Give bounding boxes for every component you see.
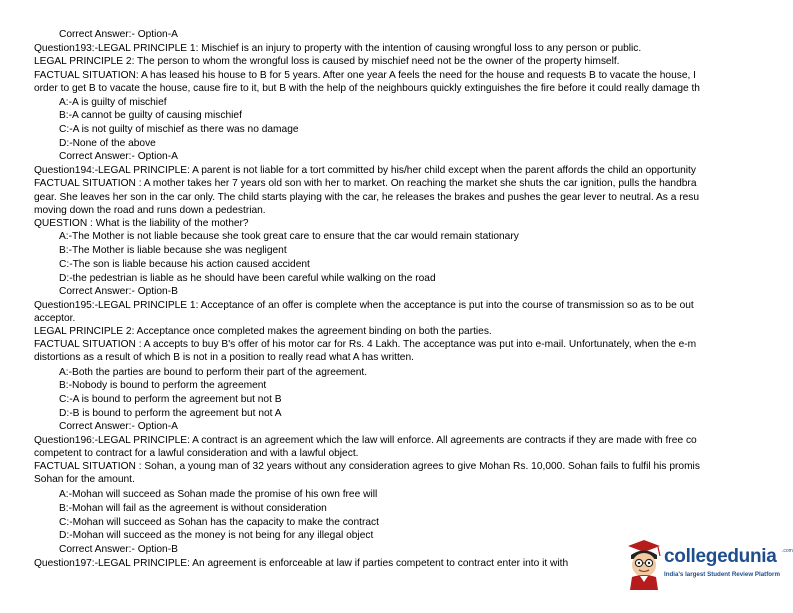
question-194-facts-line-2: gear. She leaves her son in the car only. The child starts playing with the car, he releases the brakes and pushes the gear lever to neutral. As a resu — [34, 192, 700, 203]
correct-answer-192: Correct Answer:- Option-A — [59, 29, 178, 40]
question-195-option-b: B:-Nobody is bound to perform the agreement — [59, 380, 267, 391]
question-193-option-c: C:-A is not guilty of mischief as there was no damage — [59, 124, 299, 135]
question-193-facts-line-1: FACTUAL SITUATION: A has leased his house to B for 5 years. After one year A feels the need for the house and requests B to vacate the house, I — [34, 70, 696, 81]
question-195-option-d: D:-B is bound to perform the agreement but not A — [59, 408, 282, 419]
question-194-question: QUESTION : What is the liability of the mother? — [34, 218, 249, 229]
question-193-option-a: A:-A is guilty of mischief — [59, 97, 167, 108]
question-196-option-b: B:-Mohan will fail as the agreement is without consideration — [59, 503, 327, 514]
question-193-principle-1: Question193:-LEGAL PRINCIPLE 1: Mischief is an injury to property with the intention of causing wrongful loss to any person or public. — [34, 43, 642, 54]
question-196-principle-cont: competent to contract for a lawful consideration and with a lawful object. — [34, 448, 359, 459]
question-196-facts-line-1: FACTUAL SITUATION : Sohan, a young man of 32 years without any consideration agrees to give Mohan Rs. 10,000. Sohan fails to fulfil his promis — [34, 461, 700, 472]
question-194-option-a: A:-The Mother is not liable because she took great care to ensure that the car would remain stationary — [59, 231, 519, 242]
question-194-option-c: C:-The son is liable because his action caused accident — [59, 259, 310, 270]
question-195-option-a: A:-Both the parties are bound to perform their part of the agreement. — [59, 367, 368, 378]
correct-answer-193: Correct Answer:- Option-A — [59, 151, 178, 162]
question-194-facts-line-3: moving down the road and runs down a pedestrian. — [34, 205, 266, 216]
question-196-option-d: D:-Mohan will succeed as the money is not being for any illegal object — [59, 530, 374, 541]
question-193-facts-line-2: order to get B to vacate the house, cause fire to it, but B with the help of the neighbours quickly extinguishes the fire before it could really damage th — [34, 83, 700, 94]
question-195-principle-1: Question195:-LEGAL PRINCIPLE 1: Acceptance of an offer is complete when the acceptance is put into the course of transmission so as to be out — [34, 300, 694, 311]
question-197-principle: Question197:-LEGAL PRINCIPLE: An agreement is enforceable at law if parties competent to contract enter into it with — [34, 558, 569, 569]
question-194-option-b: B:-The Mother is liable because she was negligent — [59, 245, 287, 256]
student-mascot-icon — [622, 540, 666, 590]
question-194-principle: Question194:-LEGAL PRINCIPLE: A parent is not liable for a tort committed by his/her child except when the parent affords the child an opportunity — [34, 165, 696, 176]
question-195-principle-2: LEGAL PRINCIPLE 2: Acceptance once completed makes the agreement binding on both the parties. — [34, 326, 492, 337]
brand-tagline: India's largest Student Review Platform — [664, 571, 780, 578]
brand-name: collegedunia — [664, 546, 777, 567]
question-195-option-c: C:-A is bound to perform the agreement but not B — [59, 394, 282, 405]
question-194-facts-line-1: FACTUAL SITUATION : A mother takes her 7 years old son with her to market. On reaching the market she shuts the car ignition, pulls the handbra — [34, 178, 697, 189]
question-195-principle-1-cont: acceptor. — [34, 313, 76, 324]
correct-answer-195: Correct Answer:- Option-A — [59, 421, 178, 432]
correct-answer-196: Correct Answer:- Option-B — [59, 544, 178, 555]
question-196-facts-line-2: Sohan for the amount. — [34, 474, 135, 485]
question-196-principle: Question196:-LEGAL PRINCIPLE: A contract is an agreement which the law will enforce. All agreements are contracts if they are made with free co — [34, 435, 697, 446]
question-193-option-b: B:-A cannot be guilty of causing mischief — [59, 110, 242, 121]
question-195-facts-line-2: distortions as a result of which B is not in a position to really read what A has written. — [34, 352, 414, 363]
question-193-principle-2: LEGAL PRINCIPLE 2: The person to whom the wrongful loss is caused by mischief need not be the owner of the property himself. — [34, 56, 620, 67]
question-194-option-d: D:-the pedestrian is liable as he should have been careful while walking on the road — [59, 273, 436, 284]
question-193-option-d: D:-None of the above — [59, 138, 156, 149]
correct-answer-194: Correct Answer:- Option-B — [59, 286, 178, 297]
question-196-option-c: C:-Mohan will succeed as Sohan has the capacity to make the contract — [59, 517, 379, 528]
question-196-option-a: A:-Mohan will succeed as Sohan made the promise of his own free will — [59, 489, 378, 500]
brand-domain: .com — [782, 548, 793, 554]
question-195-facts-line-1: FACTUAL SITUATION : A accepts to buy B's offer of his motor car for Rs. 4 Lakh. The acceptance was put into e-mail. Unfortunately, when the e-m — [34, 339, 697, 350]
collegedunia-logo — [622, 540, 792, 590]
